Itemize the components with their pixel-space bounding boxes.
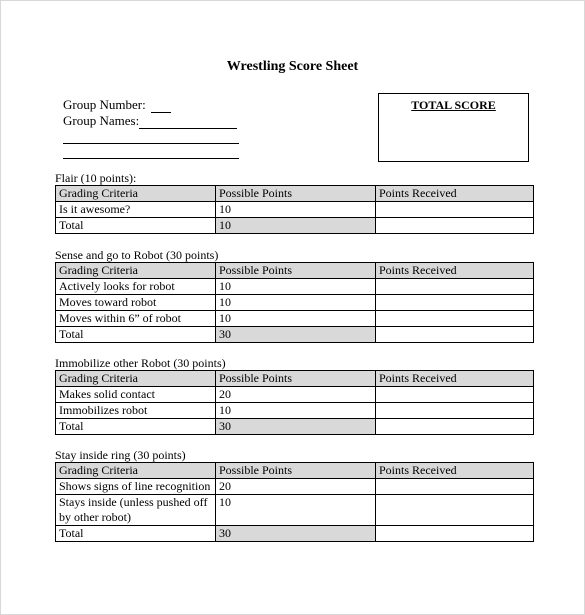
group-number-label: Group Number: — [63, 97, 146, 112]
header-possible: Possible Points — [216, 463, 376, 479]
score-table — [55, 370, 534, 435]
section-heading: Sense and go to Robot (30 points) — [55, 248, 219, 262]
criteria-cell: Shows signs of line recognition — [56, 479, 216, 495]
page-title: Wrestling Score Sheet — [226, 59, 359, 74]
score-table — [55, 185, 534, 234]
table-row — [56, 295, 534, 311]
possible-cell: 10 — [216, 403, 376, 419]
header-criteria: Grading Criteria — [56, 186, 216, 202]
group-names-label: Group Names: — [63, 113, 140, 128]
criteria-cell: Stays inside (unless pushed off by other robot) — [56, 495, 216, 526]
criteria-cell: Moves within 6” of robot — [56, 311, 216, 327]
possible-cell: 30 — [216, 526, 376, 542]
table-row — [56, 387, 534, 403]
group-info — [63, 97, 239, 159]
table-row — [56, 479, 534, 495]
header-possible: Possible Points — [216, 371, 376, 387]
table-row — [56, 403, 534, 419]
table-row — [56, 279, 534, 295]
total-row — [56, 526, 534, 542]
table-header-row — [56, 186, 534, 202]
received-cell[interactable] — [376, 218, 534, 234]
header-criteria: Grading Criteria — [56, 263, 216, 279]
header-criteria: Grading Criteria — [56, 371, 216, 387]
criteria-cell: Total — [56, 327, 216, 343]
section-flair — [55, 171, 533, 234]
header-possible: Possible Points — [216, 186, 376, 202]
section-heading: Stay inside ring (30 points) — [55, 448, 186, 462]
possible-cell: 10 — [216, 202, 376, 218]
received-cell[interactable] — [376, 403, 534, 419]
total-score-box[interactable] — [378, 93, 529, 162]
received-cell[interactable] — [376, 495, 534, 526]
header-received: Points Received — [376, 463, 534, 479]
section-heading: Flair (10 points): — [55, 171, 137, 185]
possible-cell: 10 — [216, 279, 376, 295]
table-header-row — [56, 463, 534, 479]
possible-cell: 10 — [216, 295, 376, 311]
possible-cell: 20 — [216, 387, 376, 403]
header-received: Points Received — [376, 371, 534, 387]
header-possible: Possible Points — [216, 263, 376, 279]
possible-cell: 20 — [216, 479, 376, 495]
total-row — [56, 327, 534, 343]
criteria-cell: Is it awesome? — [56, 202, 216, 218]
received-cell[interactable] — [376, 419, 534, 435]
table-header-row — [56, 263, 534, 279]
received-cell[interactable] — [376, 202, 534, 218]
section-heading: Immobilize other Robot (30 points) — [55, 356, 226, 370]
criteria-cell: Total — [56, 419, 216, 435]
possible-cell: 30 — [216, 419, 376, 435]
possible-cell: 10 — [216, 218, 376, 234]
possible-cell: 10 — [216, 495, 376, 526]
table-row — [56, 495, 534, 526]
group-number-field[interactable] — [151, 100, 171, 113]
received-cell[interactable] — [376, 327, 534, 343]
received-cell[interactable] — [376, 387, 534, 403]
criteria-cell: Moves toward robot — [56, 295, 216, 311]
group-names-field-3[interactable] — [63, 144, 239, 159]
group-names-field-2[interactable] — [63, 129, 239, 144]
criteria-cell: Makes solid contact — [56, 387, 216, 403]
received-cell[interactable] — [376, 479, 534, 495]
total-score-label: TOTAL SCORE — [411, 98, 496, 112]
criteria-cell: Immobilizes robot — [56, 403, 216, 419]
section-immobilize — [55, 356, 533, 435]
received-cell[interactable] — [376, 526, 534, 542]
table-header-row — [56, 371, 534, 387]
table-row — [56, 311, 534, 327]
possible-cell: 10 — [216, 311, 376, 327]
score-table — [55, 462, 534, 542]
criteria-cell: Actively looks for robot — [56, 279, 216, 295]
table-row — [56, 202, 534, 218]
criteria-cell: Total — [56, 218, 216, 234]
received-cell[interactable] — [376, 295, 534, 311]
header-received: Points Received — [376, 263, 534, 279]
header-criteria: Grading Criteria — [56, 463, 216, 479]
received-cell[interactable] — [376, 311, 534, 327]
received-cell[interactable] — [376, 279, 534, 295]
header-received: Points Received — [376, 186, 534, 202]
section-sense-robot — [55, 248, 533, 343]
total-row — [56, 419, 534, 435]
criteria-cell: Total — [56, 526, 216, 542]
score-table — [55, 262, 534, 343]
group-names-field-1[interactable] — [139, 116, 237, 129]
possible-cell: 30 — [216, 327, 376, 343]
section-stay-inside — [55, 448, 533, 542]
total-row — [56, 218, 534, 234]
